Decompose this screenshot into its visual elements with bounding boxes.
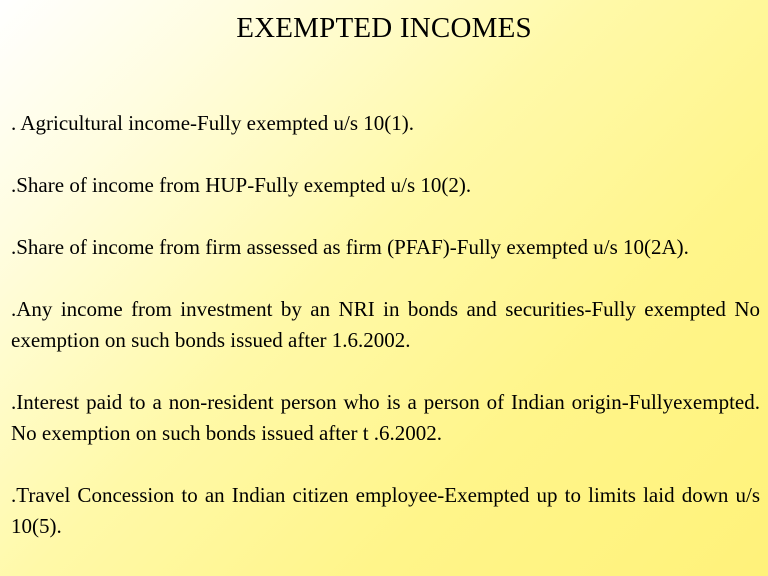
list-item: .Share of income from firm assessed as firm (PFAF)-Fully exempted u/s 10(2A). — [11, 235, 689, 259]
slide-title: EXEMPTED INCOMES — [236, 12, 532, 44]
list-item: .Share of income from HUP-Fully exempted u/s 10(2). — [11, 173, 472, 197]
list-item: .Any income from investment by an NRI in bonds and securities-Fully exempted No exemption on such bonds issued after 1.6.2002. — [11, 297, 760, 352]
bullet-list — [11, 108, 760, 573]
list-item: .Travel Concession to an Indian citizen employee-Exempted up to limits laid down u/s 10(5). — [11, 483, 760, 538]
list-item: .Interest paid to a non-resident person who is a person of Indian origin-Fullyexempted. No exemption on such bonds issued after t .6.2002. — [11, 390, 760, 445]
list-item: . Agricultural income-Fully exempted u/s 10(1). — [11, 111, 414, 135]
